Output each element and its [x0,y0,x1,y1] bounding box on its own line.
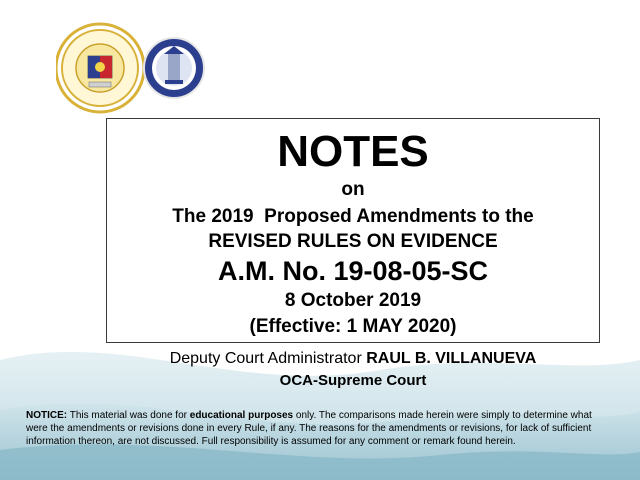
notice-emphasis: educational purposes [189,410,294,421]
title-revised-rules: REVISED RULES ON EVIDENCE [208,231,498,252]
title-date: 8 October 2019 [284,290,422,311]
author-line [106,349,600,369]
author-position: Deputy Court Administrator [169,350,367,367]
notice-text-2: only. The comparisons made herein were simply to determine what were the amendments or revisions done in every Rule, if any. The reasons for the amendments or revisions, for lack of sufficient information thereon, are not discussed. Full responsibility is assumed for any comment or remark found herein. [26,410,592,447]
author-name: RAUL B. VILLANUEVA [366,350,537,367]
oca-seal-icon [144,38,204,98]
notice-text-1: This material was done for [67,410,190,421]
title-am-number: A.M. No. 19-08-05-SC [217,256,489,286]
title-proposed-amendments: The 2019 Proposed Amendments to the [172,206,534,227]
notice-paragraph [26,409,616,448]
title-on: on [341,179,365,200]
supreme-court-seal-icon [56,24,144,112]
court-seals [56,22,206,114]
title-effective-date: (Effective: 1 MAY 2020) [249,316,457,337]
title-box [106,118,600,343]
author-office: OCA-Supreme Court [279,372,427,389]
page-title: NOTES [277,127,429,176]
notice-label: NOTICE: [26,410,68,421]
